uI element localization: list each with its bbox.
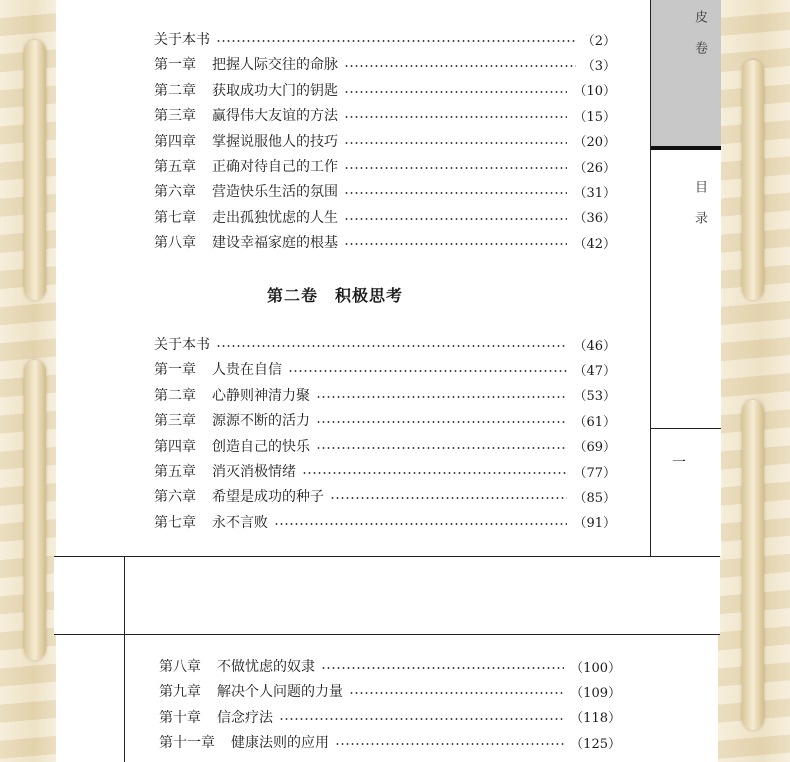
toc-page-number: （109）: [570, 685, 621, 701]
toc-page-number: （85）: [573, 490, 616, 506]
toc-entry[interactable]: [154, 435, 616, 457]
toc-leader-dots: [344, 91, 567, 93]
toc-page-number: （118）: [570, 711, 621, 727]
toc-page-number: （69）: [573, 440, 616, 456]
toc-entry[interactable]: [154, 180, 616, 202]
toc-chapter-title: 源源不断的活力: [212, 413, 310, 430]
toc-page-number: （36）: [573, 211, 616, 227]
toc-page-number: （42）: [573, 236, 616, 252]
toc-page-number: （61）: [573, 414, 616, 430]
toc-chapter-number: 关于本书: [154, 337, 210, 353]
toc-chapter-number: 第六章: [154, 184, 196, 201]
toc-entry[interactable]: [154, 409, 616, 431]
toc-page-number: （91）: [573, 516, 616, 532]
toc-entry[interactable]: [154, 104, 616, 126]
toc-entry[interactable]: [154, 333, 616, 355]
toc-chapter-number: 第七章: [154, 514, 196, 531]
scroll-curl-decoration: [742, 400, 764, 730]
toc-chapter-number: 第四章: [154, 133, 196, 150]
scroll-curl-decoration: [24, 360, 46, 660]
toc-chapter-number: 第四章: [154, 438, 196, 455]
toc-chapter-number: 第十章: [159, 709, 201, 726]
toc-entry[interactable]: [154, 384, 616, 406]
toc-leader-dots: [216, 345, 567, 347]
side-divider: [651, 428, 721, 429]
toc-page-number: （77）: [573, 465, 616, 481]
toc-chapter-number: 第一章: [154, 57, 196, 74]
toc-page-number: （47）: [573, 363, 616, 379]
toc-leader-dots: [274, 523, 567, 525]
toc-chapter-title: 人贵在自信: [212, 362, 282, 379]
toc-chapter-title: 正确对待自己的工作: [212, 159, 338, 175]
toc-leader-dots: [344, 243, 567, 245]
toc-chapter-title: 信念疗法: [217, 709, 273, 726]
toc-entry[interactable]: [159, 680, 621, 702]
toc-chapter-number: 第五章: [154, 159, 196, 175]
toc-chapter-number: 第三章: [154, 108, 196, 125]
toc-entry[interactable]: [154, 79, 616, 101]
toc-leader-dots: [344, 167, 567, 169]
page-margin-line: [124, 556, 125, 762]
toc-chapter-number: 第三章: [154, 413, 196, 430]
toc-entry[interactable]: [154, 28, 616, 50]
toc-chapter-title: 把握人际交往的命脉: [212, 57, 338, 74]
toc-chapter-title: 心静则神清力聚: [212, 387, 310, 404]
toc-chapter-number: 第五章: [154, 464, 196, 480]
toc-entry[interactable]: [154, 231, 616, 253]
toc-leader-dots: [344, 192, 567, 194]
toc-chapter-title: 解决个人问题的力量: [217, 684, 343, 701]
toc-entry[interactable]: [159, 731, 621, 753]
toc-chapter-title: 掌握说服他人的技巧: [212, 133, 338, 150]
page-number: 一: [672, 455, 686, 471]
toc-chapter-title: 希望是成功的种子: [212, 489, 324, 506]
toc-chapter-title: 永不言败: [212, 514, 268, 531]
toc-chapter-title: 消灭消极情绪: [212, 464, 296, 480]
toc-page-number: （20）: [573, 135, 616, 151]
toc-page-number: （3）: [581, 58, 616, 74]
volume-tab-label: 皮卷: [692, 10, 707, 72]
toc-leader-dots: [316, 447, 567, 449]
toc-leader-dots: [288, 370, 567, 372]
toc-leader-dots: [316, 396, 567, 398]
toc-entry[interactable]: [154, 130, 616, 152]
toc-page-number: （26）: [573, 160, 616, 176]
toc-chapter-title: 赢得伟大友谊的方法: [212, 108, 338, 125]
toc-entry[interactable]: [154, 206, 616, 228]
toc-leader-dots: [316, 421, 567, 423]
toc-chapter-title: 建设幸福家庭的根基: [212, 235, 338, 252]
toc-entry[interactable]: [154, 53, 616, 75]
toc-chapter-number: 第二章: [154, 387, 196, 404]
toc-chapter-number: 第一章: [154, 362, 196, 379]
toc-entry[interactable]: [154, 358, 616, 380]
toc-page-number: （53）: [573, 389, 616, 405]
toc-chapter-title: 健康法则的应用: [231, 735, 329, 752]
scroll-curl-decoration: [24, 40, 46, 300]
toc-chapter-title: 创造自己的快乐: [212, 438, 310, 455]
toc-chapter-number: 第七章: [154, 209, 196, 226]
toc-entry[interactable]: [159, 706, 621, 728]
scroll-curl-decoration: [742, 60, 764, 300]
toc-leader-dots: [344, 116, 567, 118]
toc-leader-dots: [344, 142, 567, 144]
toc-entry[interactable]: [154, 460, 616, 482]
toc-chapter-title: 不做忧虑的奴隶: [217, 659, 315, 675]
toc-leader-dots: [344, 65, 576, 67]
page-gap-band: [54, 556, 720, 635]
toc-page-number: （10）: [573, 84, 616, 100]
toc-leader-dots: [321, 667, 564, 669]
toc-chapter-title: 走出孤独忧虑的人生: [212, 209, 338, 226]
toc-entry[interactable]: [159, 655, 621, 677]
toc-leader-dots: [349, 692, 564, 694]
toc-entry[interactable]: [154, 155, 616, 177]
toc-chapter-number: 第九章: [159, 684, 201, 701]
toc-page-number: （31）: [573, 185, 616, 201]
toc-leader-dots: [279, 718, 564, 720]
toc-chapter-number: 第八章: [159, 659, 201, 675]
toc-chapter-title: 获取成功大门的钥匙: [212, 82, 338, 99]
toc-chapter-title: 营造快乐生活的氛围: [212, 184, 338, 201]
toc-chapter-number: 第八章: [154, 235, 196, 252]
toc-chapter-number: 第十一章: [159, 735, 215, 752]
toc-entry[interactable]: [154, 485, 616, 507]
volume-2-heading: 第二卷 积极思考: [266, 286, 403, 305]
toc-chapter-number: 关于本书: [154, 32, 210, 48]
toc-page-number: （100）: [570, 660, 621, 676]
toc-page-number: （2）: [581, 33, 616, 49]
toc-page-number: （15）: [573, 109, 616, 125]
side-column: [650, 0, 721, 556]
toc-page-number: （125）: [570, 736, 621, 752]
toc-leader-dots: [335, 743, 564, 745]
toc-leader-dots: [330, 497, 567, 499]
toc-chapter-number: 第二章: [154, 82, 196, 99]
toc-leader-dots: [302, 472, 567, 474]
toc-leader-dots: [216, 40, 576, 42]
toc-page-number: （46）: [573, 338, 616, 354]
toc-chapter-number: 第六章: [154, 489, 196, 506]
toc-leader-dots: [344, 218, 567, 220]
toc-side-label: 目录: [692, 180, 707, 242]
toc-entry[interactable]: [154, 511, 616, 533]
volume-tab[interactable]: [651, 0, 721, 150]
